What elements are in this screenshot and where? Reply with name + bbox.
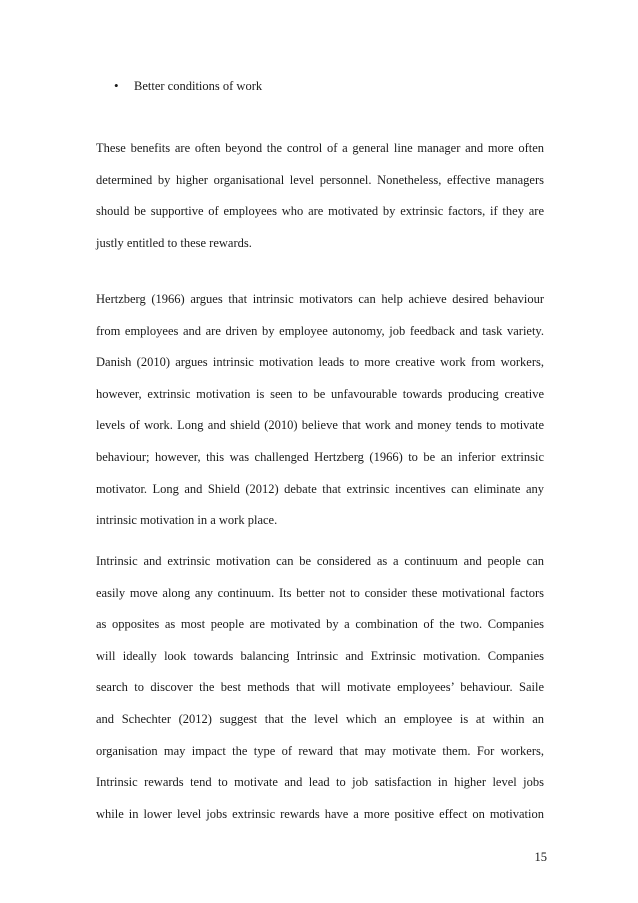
text-line: Hertzberg (1966) argues that intrinsic motivators can help achieve desired behaviour	[96, 292, 544, 306]
bullet-item	[114, 77, 262, 95]
text-line: however, extrinsic motivation is seen to be unfavourable towards producing creative	[96, 386, 544, 401]
text-line: as opposites as most people are motivated by a combination of the two. Companies	[96, 617, 544, 632]
text-line: will ideally look towards balancing Intrinsic and Extrinsic motivation. Companies	[96, 648, 544, 663]
text-line: Intrinsic rewards tend to motivate and lead to job satisfaction in higher level jobs	[96, 775, 544, 790]
text-line: search to discover the best methods that will motivate employees’ behaviour. Saile	[96, 680, 544, 695]
text-line: should be supportive of employees who are motivated by extrinsic factors, if they are	[96, 204, 544, 219]
text-line: while in lower level jobs extrinsic rewards have a more positive effect on motivation	[96, 806, 544, 821]
text-line: easily move along any continuum. Its better not to consider these motivational factors	[96, 585, 544, 600]
text-line: organisation may impact the type of reward that may motivate them. For workers,	[96, 743, 544, 758]
page-number: 15	[534, 850, 547, 864]
text-line: behaviour; however, this was challenged Hertzberg (1966) to be an inferior extrinsic	[96, 449, 544, 464]
text-line: Intrinsic and extrinsic motivation can be considered as a continuum and people can	[96, 554, 544, 568]
text-line: justly entitled to these rewards.	[96, 235, 252, 250]
paragraph-continuum	[96, 546, 544, 830]
text-line: Danish (2010) argues intrinsic motivation leads to more creative work from workers,	[96, 355, 544, 370]
text-line: from employees and are driven by employee autonomy, job feedback and task variety.	[96, 323, 544, 338]
text-line: These benefits are often beyond the control of a general line manager and more often	[96, 141, 544, 155]
paragraph-hertzberg	[96, 284, 544, 537]
text-line: determined by higher organisational level personnel. Nonetheless, effective managers	[96, 172, 544, 187]
text-line: and Schechter (2012) suggest that the level which an employee is at within an	[96, 711, 544, 726]
text-line: motivator. Long and Shield (2012) debate that extrinsic incentives can eliminate any	[96, 481, 544, 496]
bullet-text: Better conditions of work	[134, 79, 263, 93]
text-line: levels of work. Long and shield (2010) believe that work and money tends to motivate	[96, 418, 544, 433]
bullet-marker: •	[114, 78, 119, 93]
text-line: intrinsic motivation in a work place.	[96, 513, 278, 528]
paragraph-benefits	[96, 133, 544, 259]
